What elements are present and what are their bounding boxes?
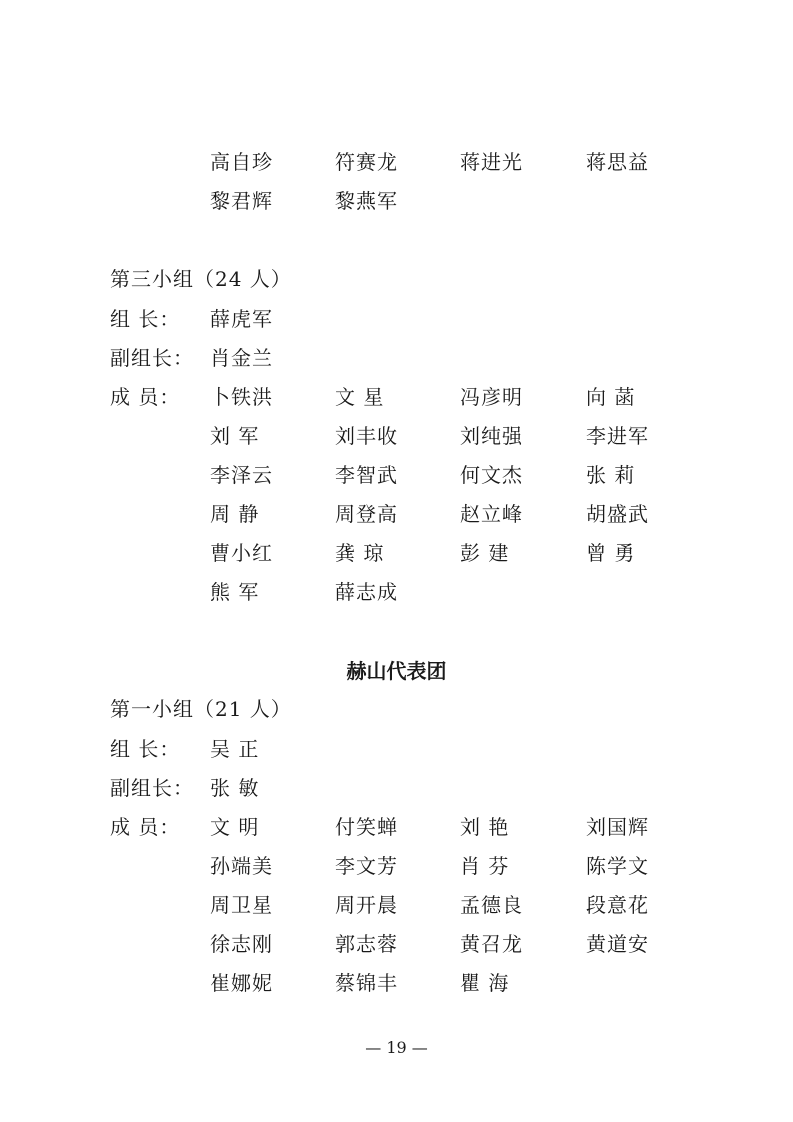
member-name: 蔡锦丰 xyxy=(335,971,398,995)
members-label: 成 员： xyxy=(110,815,181,839)
member-name: 黎君辉 xyxy=(210,189,273,213)
member-name: 肖 芬 xyxy=(460,854,510,878)
leader-row xyxy=(0,304,793,334)
member-name: 符赛龙 xyxy=(335,150,398,174)
member-name: 胡盛武 xyxy=(586,502,649,526)
member-row xyxy=(0,968,793,998)
member-name: 冯彦明 xyxy=(460,385,523,409)
member-name: 刘 军 xyxy=(210,424,260,448)
member-name: 李文芳 xyxy=(335,854,398,878)
member-name: 龚 琼 xyxy=(335,541,385,565)
member-row xyxy=(0,499,793,529)
vice-leader-row xyxy=(0,773,793,803)
member-name: 文 星 xyxy=(335,385,385,409)
member-name: 刘国辉 xyxy=(586,815,649,839)
member-row xyxy=(0,186,793,216)
member-name: 赵立峰 xyxy=(460,502,523,526)
vice-leader-row xyxy=(0,343,793,373)
group3-heading: 第三小组（24 人） xyxy=(110,267,292,291)
member-name: 陈学文 xyxy=(586,854,649,878)
vice-leader-name: 张 敏 xyxy=(210,776,260,800)
vice-leader-label: 副组长： xyxy=(110,346,194,370)
member-name: 卜铁洪 xyxy=(210,385,273,409)
member-name: 崔娜妮 xyxy=(210,971,273,995)
member-name: 瞿 海 xyxy=(460,971,510,995)
member-name: 文 明 xyxy=(210,815,260,839)
member-name: 曾 勇 xyxy=(586,541,636,565)
group-heading xyxy=(0,694,793,724)
member-name: 付笑蝉 xyxy=(335,815,398,839)
member-name: 周卫星 xyxy=(210,893,273,917)
leader-label: 组 长： xyxy=(110,737,181,761)
member-row xyxy=(0,929,793,959)
member-row xyxy=(0,812,793,842)
member-row xyxy=(0,851,793,881)
member-row xyxy=(0,421,793,451)
page-number: — 19 — xyxy=(365,1038,428,1057)
member-name: 孙端美 xyxy=(210,854,273,878)
member-name: 蒋进光 xyxy=(460,150,523,174)
member-row xyxy=(0,382,793,412)
member-name: 张 莉 xyxy=(586,463,636,487)
leader-row xyxy=(0,734,793,764)
leader-name: 吴 正 xyxy=(210,737,260,761)
member-name: 李智武 xyxy=(335,463,398,487)
leader-name: 薛虎军 xyxy=(210,307,273,331)
member-name: 彭 建 xyxy=(460,541,510,565)
member-name: 黄召龙 xyxy=(460,932,523,956)
vice-leader-label: 副组长： xyxy=(110,776,194,800)
member-name: 黄道安 xyxy=(586,932,649,956)
member-name: 刘 艳 xyxy=(460,815,510,839)
member-row xyxy=(0,460,793,490)
member-name: 段意花 xyxy=(586,893,649,917)
members-label: 成 员： xyxy=(110,385,181,409)
member-name: 高自珍 xyxy=(210,150,273,174)
vice-leader-name: 肖金兰 xyxy=(210,346,273,370)
member-name: 李泽云 xyxy=(210,463,273,487)
member-name: 向 菡 xyxy=(586,385,636,409)
member-name: 周 静 xyxy=(210,502,260,526)
member-name: 黎燕军 xyxy=(335,189,398,213)
delegation-title: 赫山代表团 xyxy=(346,659,447,683)
member-name: 孟德良 xyxy=(460,893,523,917)
member-row xyxy=(0,147,793,177)
member-name: 郭志蓉 xyxy=(335,932,398,956)
member-name: 曹小红 xyxy=(210,541,273,565)
member-name: 蒋思益 xyxy=(586,150,649,174)
member-name: 徐志刚 xyxy=(210,932,273,956)
member-row xyxy=(0,890,793,920)
member-row xyxy=(0,538,793,568)
member-name: 熊 军 xyxy=(210,580,260,604)
member-name: 周登高 xyxy=(335,502,398,526)
group1-heading: 第一小组（21 人） xyxy=(110,697,292,721)
member-name: 周开晨 xyxy=(335,893,398,917)
leader-label: 组 长： xyxy=(110,307,181,331)
member-name: 刘纯强 xyxy=(460,424,523,448)
member-name: 薛志成 xyxy=(335,580,398,604)
member-row xyxy=(0,577,793,607)
member-name: 李进军 xyxy=(586,424,649,448)
member-name: 刘丰收 xyxy=(335,424,398,448)
member-name: 何文杰 xyxy=(460,463,523,487)
group-heading xyxy=(0,264,793,294)
